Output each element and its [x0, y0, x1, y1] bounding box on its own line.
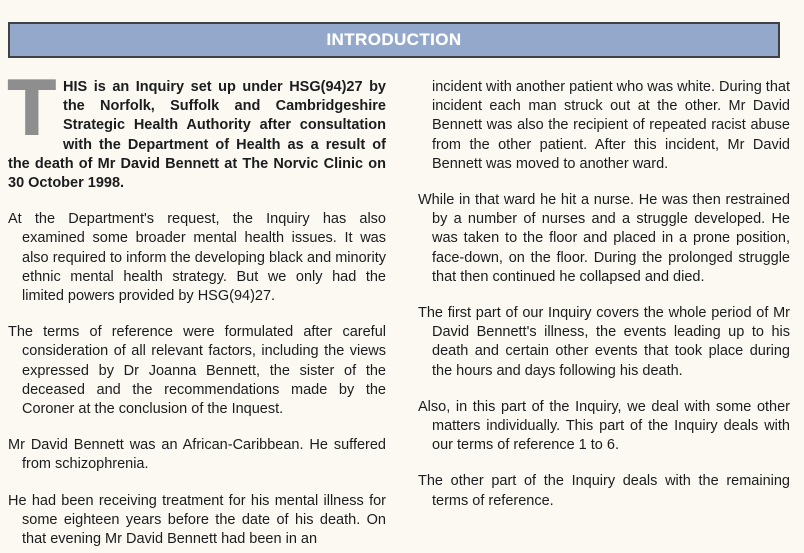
section-header-banner: [8, 22, 780, 58]
right-column: [418, 78, 790, 553]
dropcap-letter: T: [8, 63, 56, 151]
paragraph: The other part of the Inquiry deals with the remaining terms of reference.: [418, 473, 790, 509]
paragraph: At the Department's request, the Inquiry has also examined some broader mental health issues. It was also required to inform the developing black and minority ethnic mental health strategy. But we only had the limited powers provided by HSG(94)27.: [8, 211, 386, 305]
two-column-text-layout: [8, 63, 790, 553]
continuation-paragraph: incident with another patient who was white. During that incident each man struck out at the other. Mr David Bennett was also the recipient of repeated racist abuse from the other patient. After this incident, Mr David Bennett was moved to another ward.: [432, 79, 790, 172]
paragraph: Also, in this part of the Inquiry, we deal with some other matters individually. This part of the Inquiry deals with our terms of reference 1 to 6.: [418, 398, 790, 454]
paragraph: Mr David Bennett was an African-Caribbean. He suffered from schizophrenia.: [8, 437, 386, 473]
paragraph: The terms of reference were formulated after careful consideration of all relevant factors, including the views expressed by Dr Joanna Bennett, the sister of the deceased and the recommendations made by the Coroner at the conclusion of the Inquest.: [8, 324, 386, 418]
paragraph: While in that ward he hit a nurse. He was then restrained by a number of nurses and a struggle developed. He was taken to the floor and placed in a prone position, face-down, on the floor. During the prolonged struggle that then continued he collapsed and died.: [418, 192, 790, 285]
paragraph: He had been receiving treatment for his mental illness for some eighteen years before the date of his death. On that evening Mr David Bennett had been in an: [8, 492, 386, 548]
lead-paragraph-text: HIS is an Inquiry set up under HSG(94)27 by the Norfolk, Suffolk and Cambridgeshire Strategic Health Authority after consultation with the Department of Health as a result of the death of Mr David Bennett at The Norvic Clinic on 30 October 1998.: [8, 79, 386, 192]
lead-paragraph: [8, 63, 386, 193]
left-column: [8, 63, 386, 553]
section-title: INTRODUCTION: [326, 30, 462, 49]
paragraph: The first part of our Inquiry covers the whole period of Mr David Bennett's illness, the events leading up to his death and certain other events that took place during the hours and days following his death.: [418, 305, 790, 379]
